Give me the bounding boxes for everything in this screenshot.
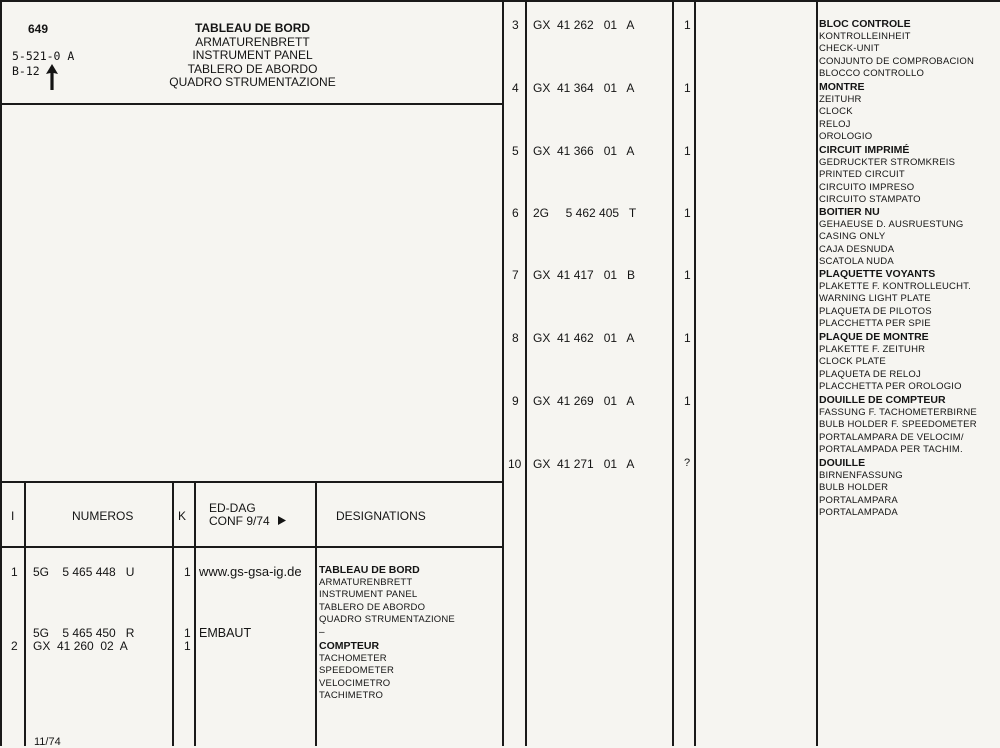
designation-line: BIRNENFASSUNG <box>819 469 903 481</box>
designation-line: CHECK-UNIT <box>819 43 880 54</box>
col-header-numeros: NUMEROS <box>72 509 134 523</box>
row-3-index: 3 <box>512 18 519 32</box>
designation-title: MONTRE <box>819 81 865 93</box>
designation-line: RELOJ <box>819 118 851 130</box>
designation-line: PORTALAMPARA DE VELOCIM/ <box>819 431 964 443</box>
designation-line: CAJA DESNUDA <box>819 243 895 255</box>
designation-line: PLAKETTE F. KONTROLLEUCHT. <box>819 280 971 292</box>
row-2-k-a: 1 <box>184 626 191 640</box>
row-8-k: 1 <box>684 331 691 345</box>
designation-line: PLAKETTE F. ZEITUHR <box>819 343 926 355</box>
row-5-index: 5 <box>512 144 519 158</box>
designation-title: PLAQUETTE VOYANTS <box>819 268 936 280</box>
header-title-it: QUADRO STRUMENTAZIONE <box>169 75 336 89</box>
designation-title: BOITIER NU <box>819 206 880 218</box>
designation-line: SCATOLA NUDA <box>819 256 894 267</box>
left-border <box>0 0 2 746</box>
row-2-index: 2 <box>11 639 18 653</box>
right-col-rule-1 <box>525 0 527 746</box>
designation-line: CONJUNTO DE COMPROBACION <box>819 55 975 67</box>
col-header-index: I <box>11 509 15 523</box>
left-col-rule-3 <box>194 481 196 746</box>
designation-line: INSTRUMENT PANEL <box>319 589 418 600</box>
designation-line: PLAQUETA DE RELOJ <box>819 368 921 380</box>
row-1-eddag: www.gs-gsa-ig.de <box>199 564 302 579</box>
designation-line: QUADRO STRUMENTAZIONE <box>319 614 455 625</box>
row-1-designation <box>319 564 455 627</box>
designation-title: DOUILLE DE COMPTEUR <box>819 394 946 406</box>
row-2-numero-b: GX 41 260 02 A <box>33 639 128 653</box>
header-bottom-rule <box>0 103 504 105</box>
row-8-index: 8 <box>512 331 519 345</box>
center-divider <box>502 0 504 746</box>
row-4-index: 4 <box>512 81 519 95</box>
row-4-designation <box>819 81 872 144</box>
designation-line: CLOCK <box>819 106 853 117</box>
header-title-block <box>150 22 355 90</box>
designation-line: PLACCHETTA PER OROLOGIO <box>819 381 962 392</box>
designation-title: TABLEAU DE BORD <box>319 564 420 576</box>
row-1-numero: 5G 5 465 448 U <box>33 565 135 579</box>
row-9-numero: GX 41 269 01 A <box>533 394 635 408</box>
row-10-k: ? <box>684 457 691 469</box>
designation-line: TACHOMETER <box>319 652 387 664</box>
row-8-designation <box>819 331 962 394</box>
designation-title: BLOC CONTROLE <box>819 18 911 30</box>
left-col-rule-2 <box>172 481 174 746</box>
table-header-bottom-rule <box>0 546 504 548</box>
designation-line: PLAQUETA DE PILOTOS <box>819 305 932 317</box>
designation-line: PORTALAMPARA <box>819 494 898 506</box>
designation-line: ZEITUHR <box>819 93 862 105</box>
designation-line: GEDRUCKTER STROMKREIS <box>819 156 956 168</box>
designation-line: PRINTED CIRCUIT <box>819 169 905 180</box>
row-5-numero: GX 41 366 01 A <box>533 144 635 158</box>
designation-line: SPEEDOMETER <box>319 665 395 676</box>
row-5-designation <box>819 144 955 207</box>
designation-line: VELOCIMETRO <box>319 677 391 689</box>
designation-line: BULB HOLDER <box>819 482 889 493</box>
play-arrow-icon <box>278 516 286 525</box>
row-3-numero: GX 41 262 01 A <box>533 18 635 32</box>
designation-line: WARNING LIGHT PLATE <box>819 293 931 304</box>
designation-line: PORTALAMPADA PER TACHIM. <box>819 444 963 455</box>
row-6-numero: 2G 5 462 405 T <box>533 206 637 220</box>
right-col-rule-2 <box>672 0 674 746</box>
row-7-k: 1 <box>684 268 691 282</box>
designation-title: COMPTEUR <box>319 640 380 652</box>
row-7-designation <box>819 268 971 331</box>
row-3-designation <box>819 18 974 81</box>
footer-date: 11/74 <box>34 736 61 748</box>
designation-line: CIRCUITO IMPRESO <box>819 181 915 193</box>
top-border <box>0 0 1000 2</box>
row-2-dash: – <box>319 627 325 638</box>
designation-line: FASSUNG F. TACHOMETERBIRNE <box>819 406 977 418</box>
row-4-k: 1 <box>684 81 691 95</box>
row-8-numero: GX 41 462 01 A <box>533 331 635 345</box>
row-1-index: 1 <box>11 565 18 579</box>
up-arrow-icon <box>46 64 58 90</box>
designation-title: PLAQUE DE MONTRE <box>819 331 929 343</box>
header-title-es: TABLERO DE ABORDO <box>187 61 318 76</box>
designation-line: CASING ONLY <box>819 231 886 242</box>
row-6-k: 1 <box>684 206 691 220</box>
right-col-rule-3 <box>694 0 696 746</box>
designation-line: PLACCHETTA PER SPIE <box>819 318 931 329</box>
designation-title: CIRCUIT IMPRIMÉ <box>819 144 910 156</box>
header-title-fr: TABLEAU DE BORD <box>194 21 311 35</box>
reference-code: 5-521-0 A <box>12 49 75 63</box>
row-6-index: 6 <box>512 206 519 220</box>
row-7-numero: GX 41 417 01 B <box>533 268 636 282</box>
row-2-numero-a: 5G 5 465 450 R <box>33 626 135 640</box>
page-number: 649 <box>28 22 49 36</box>
row-3-k: 1 <box>684 18 691 32</box>
row-2-eddag: EMBAUT <box>199 626 252 640</box>
row-4-numero: GX 41 364 01 A <box>533 81 635 95</box>
designation-title: DOUILLE <box>819 457 866 469</box>
designation-line: ARMATURENBRETT <box>319 576 413 588</box>
col-header-eddag: ED-DAG <box>209 501 256 515</box>
col-header-designations: DESIGNATIONS <box>336 509 426 523</box>
row-6-designation <box>819 206 964 269</box>
header-title-de: ARMATURENBRETT <box>195 34 310 49</box>
right-col-rule-4 <box>816 0 818 746</box>
designation-line: OROLOGIO <box>819 131 873 142</box>
designation-line: GEHAEUSE D. AUSRUESTUNG <box>819 218 964 230</box>
row-2-designation <box>319 640 394 703</box>
designation-line: TACHIMETRO <box>319 690 384 701</box>
designation-line: BULB HOLDER F. SPEEDOMETER <box>819 419 977 430</box>
row-5-k: 1 <box>684 144 691 158</box>
row-9-designation <box>819 394 977 457</box>
header-title-en: INSTRUMENT PANEL <box>192 48 313 62</box>
left-col-rule-4 <box>315 481 317 746</box>
table-header-top-rule <box>0 481 504 483</box>
left-col-rule-1 <box>24 481 26 746</box>
col-header-conf: CONF 9/74 <box>209 514 270 528</box>
row-10-numero: GX 41 271 01 A <box>533 457 635 471</box>
designation-line: CLOCK PLATE <box>819 356 886 367</box>
row-7-index: 7 <box>512 268 519 282</box>
col-header-k: K <box>178 509 187 523</box>
designation-line: CIRCUITO STAMPATO <box>819 194 921 205</box>
designation-line: PORTALAMPADA <box>819 507 898 518</box>
row-10-index: 10 <box>508 457 522 471</box>
row-2-k-b: 1 <box>184 639 191 653</box>
reference-sub: B-12 <box>12 64 40 78</box>
row-10-designation <box>819 457 903 520</box>
row-9-k: 1 <box>684 394 691 408</box>
row-1-k: 1 <box>184 565 191 579</box>
designation-line: TABLERO DE ABORDO <box>319 601 426 613</box>
designation-line: KONTROLLEINHEIT <box>819 30 911 42</box>
row-9-index: 9 <box>512 394 519 408</box>
designation-line: BLOCCO CONTROLLO <box>819 68 925 79</box>
